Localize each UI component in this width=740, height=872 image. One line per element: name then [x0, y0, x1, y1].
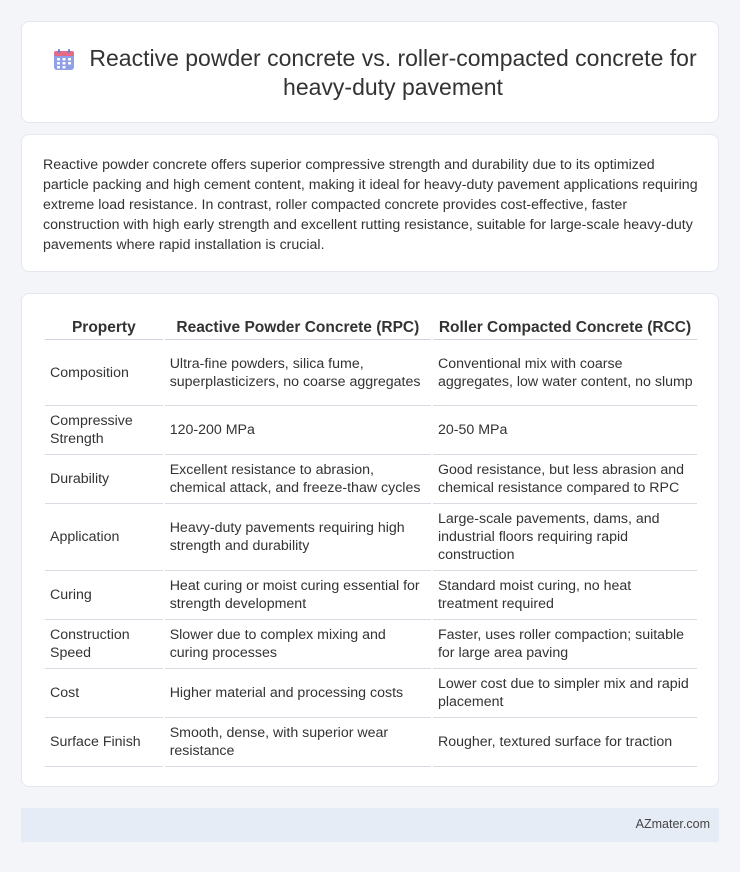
rcc-cell: 20-50 MPa [433, 406, 697, 455]
table-row [45, 504, 697, 571]
property-cell: Composition [45, 340, 163, 406]
table-row [45, 455, 697, 504]
header-property: Property [45, 314, 163, 340]
rcc-cell: Standard moist curing, no heat treatment required [433, 571, 697, 620]
page-title: Reactive powder concrete vs. roller-compacted concrete for heavy-duty pavement [89, 45, 697, 100]
footer-bar [21, 808, 719, 842]
table-row [45, 406, 697, 455]
rpc-cell: Heat curing or moist curing essential for strength development [165, 571, 431, 620]
rcc-cell: Large-scale pavements, dams, and industrial floors requiring rapid construction [433, 504, 697, 571]
comparison-table [43, 314, 699, 767]
rpc-cell: Higher material and processing costs [165, 669, 431, 718]
comparison-table-card [21, 293, 719, 787]
summary-card [21, 134, 719, 272]
rpc-cell: Ultra-fine powders, silica fume, superplasticizers, no coarse aggregates [165, 340, 431, 406]
table-header-row [45, 314, 697, 340]
rcc-cell: Faster, uses roller compaction; suitable for large area paving [433, 620, 697, 669]
property-cell: Curing [45, 571, 163, 620]
rpc-cell: Excellent resistance to abrasion, chemical attack, and freeze-thaw cycles [165, 455, 431, 504]
rpc-cell: Smooth, dense, with superior wear resistance [165, 718, 431, 767]
property-cell: Application [45, 504, 163, 571]
rpc-cell: Heavy-duty pavements requiring high strength and durability [165, 504, 431, 571]
table-row [45, 620, 697, 669]
table-row [45, 669, 697, 718]
footer-brand[interactable]: AZmater.com [635, 817, 710, 831]
table-row [45, 340, 697, 406]
rcc-cell: Lower cost due to simpler mix and rapid placement [433, 669, 697, 718]
property-cell: Compressive Strength [45, 406, 163, 455]
rcc-cell: Conventional mix with coarse aggregates, low water content, no slump [433, 340, 697, 406]
rpc-cell: Slower due to complex mixing and curing processes [165, 620, 431, 669]
title-card [21, 21, 719, 123]
property-cell: Cost [45, 669, 163, 718]
header-rpc: Reactive Powder Concrete (RPC) [165, 314, 431, 340]
calendar-icon [53, 49, 75, 71]
header-rcc: Roller Compacted Concrete (RCC) [433, 314, 697, 340]
table-row [45, 718, 697, 767]
summary-paragraph: Reactive powder concrete offers superior compressive strength and durability due to its optimized particle packing and high cement content, making it ideal for heavy-duty pavement applications requiring extreme load resistance. In contrast, roller compacted concrete provides cost-effective, faster construction with high early strength and excellent rutting resistance, suitable for large-scale heavy-duty pavements where rapid installation is crucial. [43, 157, 698, 253]
rcc-cell: Rougher, textured surface for traction [433, 718, 697, 767]
property-cell: Construction Speed [45, 620, 163, 669]
property-cell: Durability [45, 455, 163, 504]
table-row [45, 571, 697, 620]
rcc-cell: Good resistance, but less abrasion and chemical resistance compared to RPC [433, 455, 697, 504]
property-cell: Surface Finish [45, 718, 163, 767]
rpc-cell: 120-200 MPa [165, 406, 431, 455]
